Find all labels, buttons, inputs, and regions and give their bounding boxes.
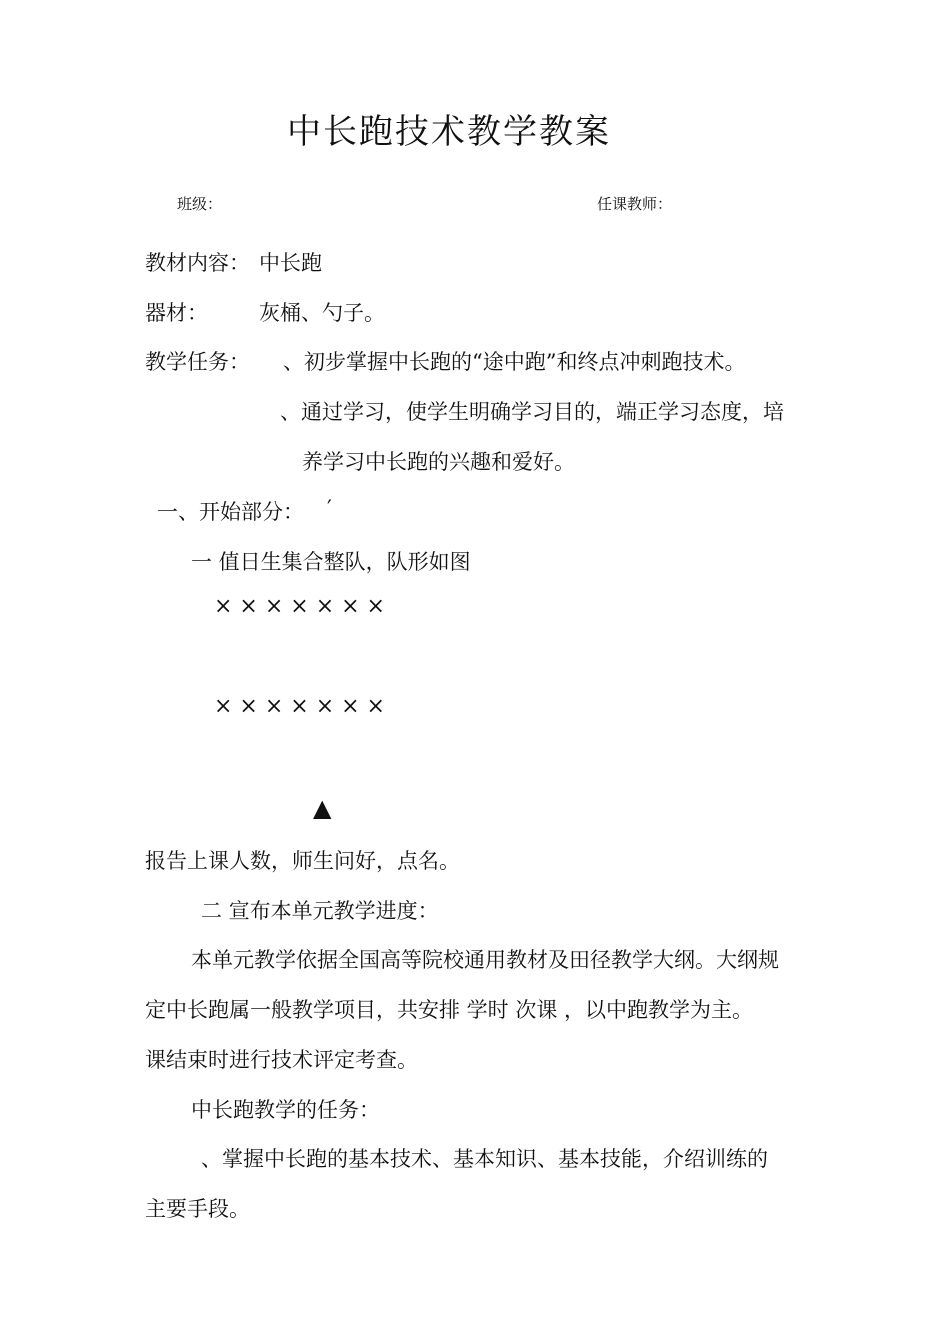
task-item-2-line-1: 、通过学习，使学生明确学习目的，端正学习态度，培 — [280, 400, 784, 424]
unit-task-1-line-1: 、掌握中长跑的基本技术、基本知识、基本技能，介绍训练的 — [201, 1147, 768, 1171]
equipment-value: 灰桶、勺子。 — [259, 301, 385, 325]
task-item-1: 、初步掌握中长跑的“途中跑”和终点冲刺跑技术。 — [283, 350, 746, 374]
part1-step-2: 二 宣布本单元教学进度： — [201, 899, 439, 923]
unit-line-3: 课结束时进行技术评定考查。 — [145, 1048, 418, 1072]
tasks-label: 教学任务： — [145, 350, 250, 374]
unit-line-2: 定中长跑属一般教学项目，共安排 学时 次课 ，以中跑教学为主。 — [145, 998, 754, 1022]
material-label: 教材内容： — [145, 251, 250, 275]
formation-row-1: × × × × × × × — [214, 594, 385, 619]
teacher-position-marker: ▲ — [313, 794, 332, 822]
material-value: 中长跑 — [259, 251, 322, 275]
teacher-label: 任课教师： — [597, 195, 673, 213]
unit-task-1-line-2: 主要手段。 — [145, 1197, 250, 1221]
unit-tasks-heading: 中长跑教学的任务： — [191, 1098, 380, 1122]
equipment-label: 器材： — [145, 301, 208, 325]
report-line: 报告上课人数，师生问好，点名。 — [145, 849, 460, 873]
formation-row-2: × × × × × × × — [214, 694, 385, 719]
page-title: 中长跑技术教学教案 — [287, 112, 611, 152]
part1-heading: 一、开始部分： — [157, 500, 304, 524]
unit-line-1: 本单元教学依据全国高等院校通用教材及田径教学大纲。大纲规 — [191, 948, 779, 972]
part1-step-1: 一 值日生集合整队，队形如图 — [191, 550, 471, 574]
part1-mark: ′ — [327, 496, 332, 520]
class-label: 班级： — [177, 195, 223, 213]
task-item-2-line-2: 养学习中长跑的兴趣和爱好。 — [302, 450, 575, 474]
